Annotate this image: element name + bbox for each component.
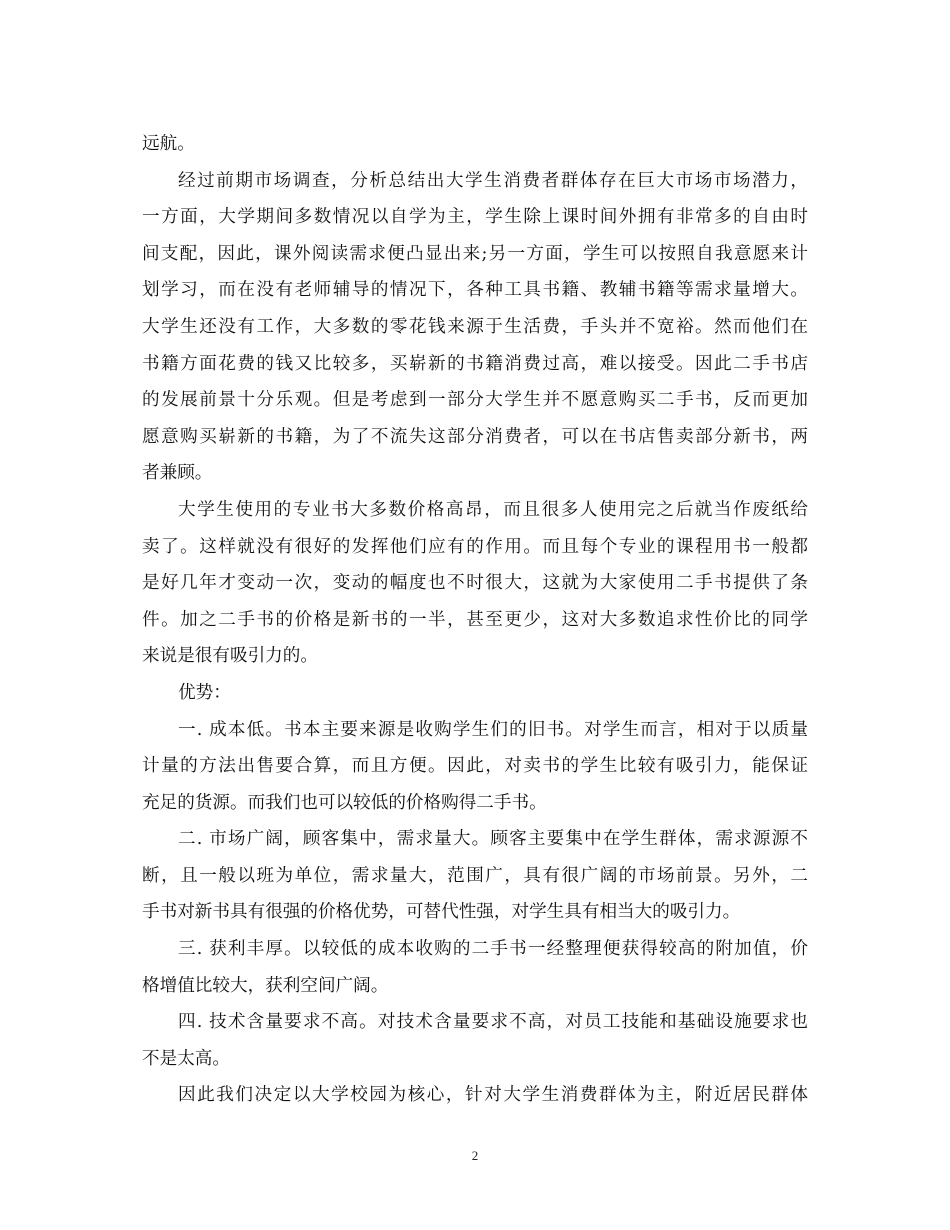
text-line: 件。加之二手书的价格是新书的一半，甚至更少，这对大多数追求性价比的同学 <box>142 609 808 630</box>
text-line: 不是太高。 <box>142 1048 230 1069</box>
text-line: 来说是很有吸引力的。 <box>142 646 318 667</box>
page-number: 2 <box>471 1148 479 1163</box>
text-line: 四. 技术含量要求不高。对技术含量要求不高，对员工技能和基础设施要求也 <box>178 1012 808 1033</box>
text-line: 一方面，大学期间多数情况以自学为主，学生除上课时间外拥有非常多的自由时 <box>142 207 808 228</box>
text-line: 者兼顾。 <box>142 463 213 484</box>
text-line: 远航。 <box>142 134 195 154</box>
text-line: 大学生还没有工作，大多数的零花钱来源于生活费，手头并不宽裕。然而他们在 <box>142 316 808 337</box>
text-line: 大学生使用的专业书大多数价格高昂，而且很多人使用完之后就当作废纸给 <box>178 499 808 520</box>
text-line: 愿意购买崭新的书籍，为了不流失这部分消费者，可以在书店售卖部分新书，两 <box>142 426 808 447</box>
text-line: 充足的货源。而我们也可以较低的价格购得二手书。 <box>142 792 547 813</box>
text-line: 断，且一般以班为单位，需求量大，范围广，具有很广阔的市场前景。另外，二 <box>142 865 808 886</box>
text-line: 二. 市场广阔，顾客集中，需求量大。顾客主要集中在学生群体，需求源源不 <box>178 829 808 850</box>
text-line: 间支配，因此，课外阅读需求便凸显出来;另一方面，学生可以按照自我意愿来计 <box>142 243 808 264</box>
document-body <box>142 126 808 1114</box>
text-line: 计量的方法出售要合算，而且方便。因此，对卖书的学生比较有吸引力，能保证 <box>142 756 808 777</box>
text-line: 格增值比较大，获利空间广阔。 <box>142 975 389 996</box>
text-line: 划学习，而在没有老师辅导的情况下，各种工具书籍、教辅书籍等需求量增大。 <box>142 280 808 301</box>
text-line: 经过前期市场调查，分析总结出大学生消费者群体存在巨大市场市场潜力， <box>178 170 808 191</box>
text-line: 一. 成本低。书本主要来源是收购学生们的旧书。对学生而言，相对于以质量 <box>178 719 808 740</box>
text-line: 书籍方面花费的钱又比较多，买崭新的书籍消费过高，难以接受。因此二手书店 <box>142 353 808 374</box>
text-line: 卖了。这样就没有很好的发挥他们应有的作用。而且每个专业的课程用书一般都 <box>142 536 808 557</box>
text-line: 是好几年才变动一次，变动的幅度也不时很大，这就为大家使用二手书提供了条 <box>142 573 808 594</box>
text-line: 手书对新书具有很强的价格优势，可替代性强，对学生具有相当大的吸引力。 <box>142 902 741 923</box>
text-line: 因此我们决定以大学校园为核心，针对大学生消费群体为主，附近居民群体 <box>178 1085 808 1106</box>
text-line: 优势： <box>178 682 231 703</box>
text-line: 三. 获利丰厚。以较低的成本收购的二手书一经整理便获得较高的附加值，价 <box>178 939 808 960</box>
text-line: 的发展前景十分乐观。但是考虑到一部分大学生并不愿意购买二手书，反而更加 <box>142 390 808 411</box>
